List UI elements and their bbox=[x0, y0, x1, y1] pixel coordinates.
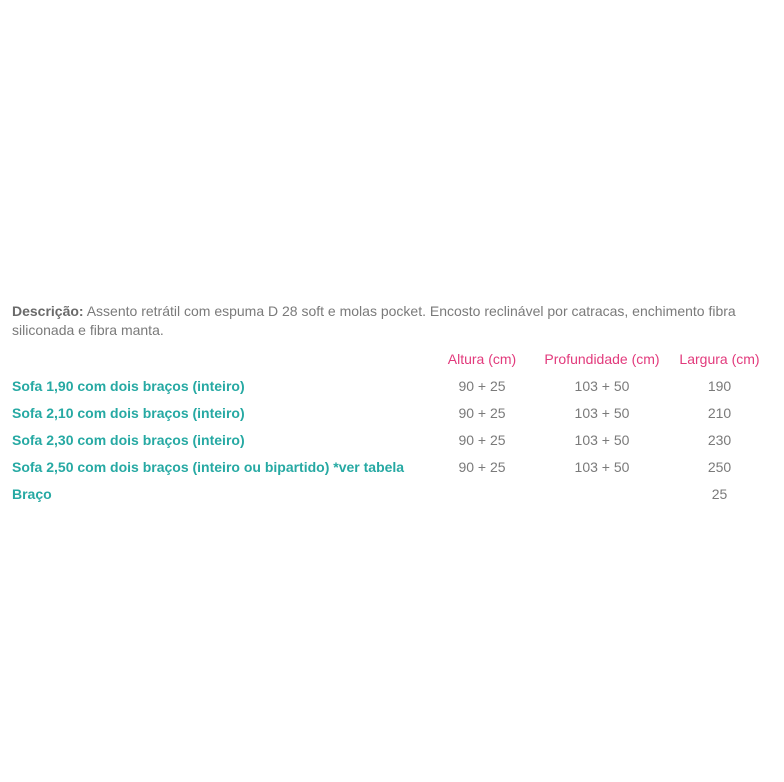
row-altura: 90 + 25 bbox=[458, 458, 506, 475]
table-row bbox=[12, 480, 767, 507]
row-product-name: Sofa 1,90 com dois braços (inteiro) bbox=[12, 377, 245, 394]
row-largura: 25 bbox=[711, 485, 728, 502]
row-largura: 230 bbox=[707, 431, 732, 448]
row-altura: 90 + 25 bbox=[458, 431, 506, 448]
row-altura: 90 + 25 bbox=[458, 377, 506, 394]
dimensions-table bbox=[12, 345, 767, 507]
row-profundidade bbox=[532, 480, 672, 507]
description-text: Assento retrátil com espuma D 28 soft e molas pocket. Encosto reclinável por catracas, enchimento fibra siliconada e fibra manta. bbox=[12, 303, 736, 338]
product-description bbox=[12, 302, 774, 340]
header-product bbox=[12, 345, 432, 372]
row-profundidade: 103 + 50 bbox=[574, 404, 630, 421]
header-largura: Largura (cm) bbox=[679, 350, 760, 367]
row-profundidade: 103 + 50 bbox=[574, 431, 630, 448]
row-largura: 250 bbox=[707, 458, 732, 475]
table-header-row bbox=[12, 345, 767, 372]
table-row bbox=[12, 426, 767, 453]
row-product-name: Sofa 2,50 com dois braços (inteiro ou bipartido) *ver tabela bbox=[12, 458, 405, 475]
row-altura bbox=[432, 480, 532, 507]
row-product-name: Sofa 2,30 com dois braços (inteiro) bbox=[12, 431, 245, 448]
description-label: Descrição: bbox=[12, 303, 84, 319]
table-row bbox=[12, 372, 767, 399]
header-profundidade: Profundidade (cm) bbox=[544, 350, 660, 367]
row-product-name: Sofa 2,10 com dois braços (inteiro) bbox=[12, 404, 245, 421]
row-profundidade: 103 + 50 bbox=[574, 458, 630, 475]
row-product-name: Braço bbox=[12, 485, 52, 502]
row-largura: 210 bbox=[707, 404, 732, 421]
row-altura: 90 + 25 bbox=[458, 404, 506, 421]
row-largura: 190 bbox=[707, 377, 732, 394]
table-row bbox=[12, 453, 767, 480]
row-profundidade: 103 + 50 bbox=[574, 377, 630, 394]
header-altura: Altura (cm) bbox=[447, 350, 517, 367]
table-row bbox=[12, 399, 767, 426]
